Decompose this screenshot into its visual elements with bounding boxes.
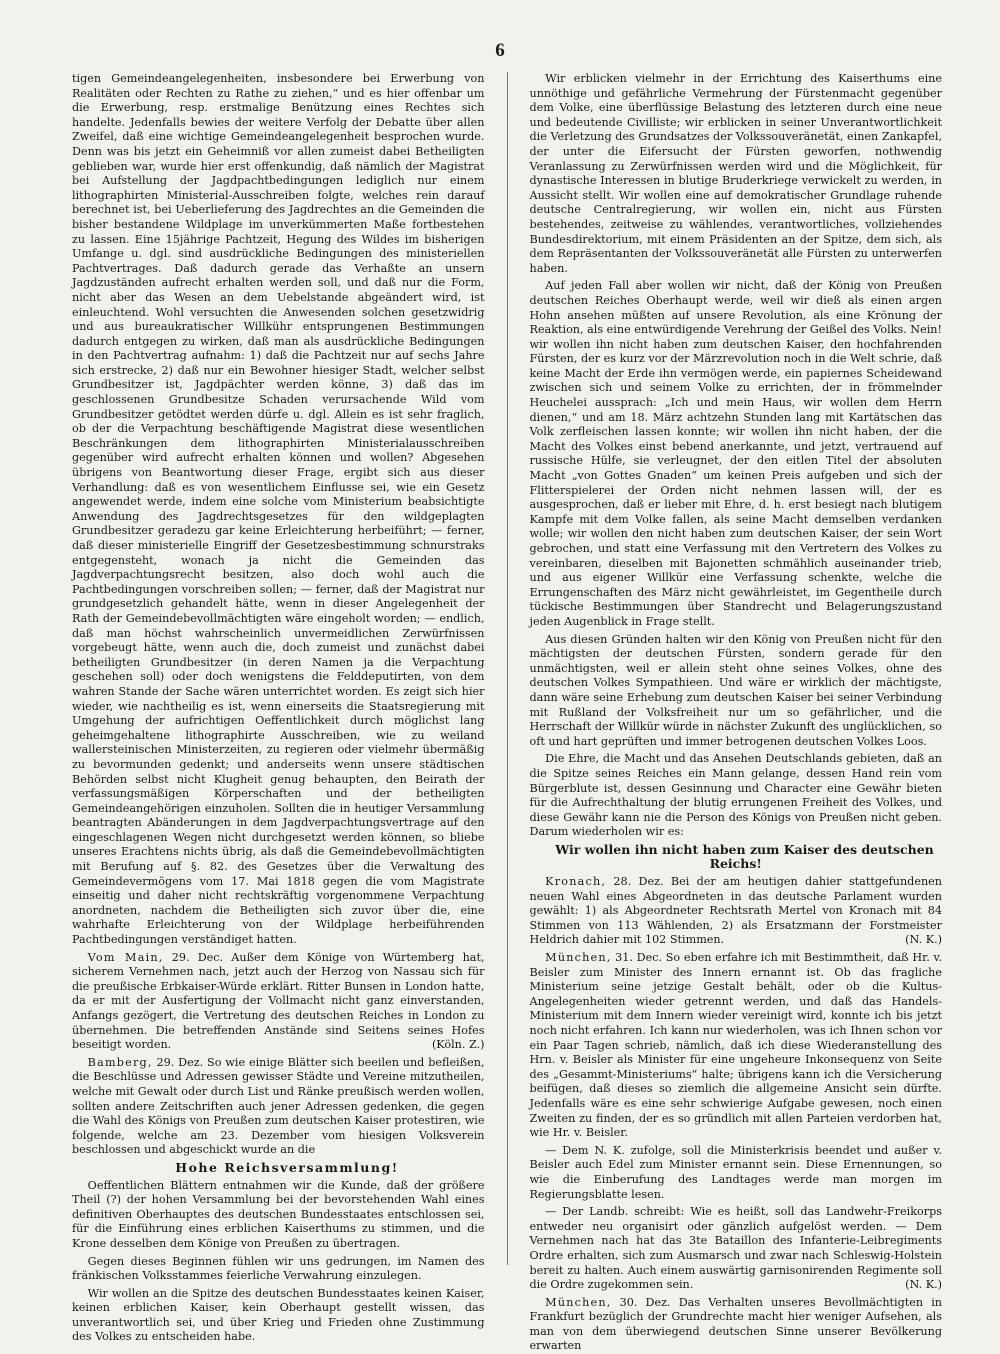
paragraph-text: 29. Dec. Außer dem Könige von Würtemberg hat, sicherem Vernehmen nach, jetzt auch der Herzog von Nassau sich für die preußische Erbkaiser-Würde erklärt. Ritter Bunsen in London hatte, da er mit der Ausfertigung der Vollmacht nicht ganz einverstanden, Anfangs gezögert, die Vertretung des deutschen Reiches in London zu übernehmen. Die betreffenden Anstände sind Seitens seines Hofes beseitigt worden. bbox=[72, 950, 485, 1052]
left-column bbox=[72, 72, 485, 1344]
dateline-paragraph bbox=[530, 951, 943, 1141]
paragraph: Wir erblicken vielmehr in der Errichtung des Kaiserthums eine unnöthige und gefährliche Vermehrung der Fürstenmacht gegenüber dem Volke, eine überflüssige Belastung des letzteren durch eine neue und bedeutende Civilliste; wir erblicken in seiner Unverantwortlichkeit die Verletzung des Grundsatzes der Volkssouveränetät, einen Zankapfel, der unter die Eifersucht der Fürsten geworfen, nothwendig Veranlassung zu Zerwürfnissen werden wird und die Möglichkeit, für dynastische Interessen in blutige Bruderkriege verwickelt zu werden, in Aussicht stellt. Wir wollen eine auf demokratischer Grundlage ruhende deutsche Centralregierung, wir wollen ein, nicht aus Fürsten bestehendes, zeitweise zu wählendes, verantwortliches, vollziehendes Bundesdirektorium, mit einem Präsidenten an der Spitze, dem sich, als dem Repräsentanten der Volkssouveränetät alle Fürsten zu unterwerfen haben. bbox=[529, 72, 942, 275]
dateline-paragraph bbox=[530, 875, 943, 948]
source-signature: (N. K.) bbox=[905, 1278, 942, 1292]
paragraph-text: tigen Gemeindeangelegenheiten, insbesondere bei Erwerbung von Realitäten oder Rechten zu Rathe zu ziehen,“ und es hier offenbar um die Erwerbung, resp. erstmalige Benützung eines Rechtes sich handelte. Jedenfalls bewies der weitere Verfolg der Debatte über allen Zweifel, daß eine wichtige Gemeindeangelegenheit besprochen wurde. Denn was bis jetzt ein Geheimniß vor allen zumeist dabei Betheiligten geblieben war, wurde hier erst offenkundig, daß nämlich der Magistrat bei Aufstellung der Jagdpachtbedingungen lediglich nur einem lithographirten Ministerial-Ausschreiben folgte, welches rein darauf berechnet ist, bei Ueberlieferung des Jagdrechtes an die Gemeinden die bisher bestandene Wildplage im unverkümmerten Maße fortbestehen zu lassen. Eine 15jährige Pachtzeit, Hegung des Wildes im bisherigen Umfange u. dgl. sind ausdrückliche Bedingungen des ministeriellen Pachtvertrages. Daß dadurch gerade das Verhaßte an unsern Jagdzuständen aufrecht erhalten werden soll, und daß nur die Form, nicht aber das Wesen an dem Uebelstande abgeändert wird, ist einleuchtend. Wohl versuchten die Anwesenden solchen gesetzwidrig und aus bureaukratischer Willkühr entsprungenen Bestimmungen dadurch entgegen zu wirken, daß man als ausdrückliche Bedingungen in den Pachtvertrag aufnahm: 1) daß die Pachtzeit nur auf sechs Jahre sich erstrecke, 2) daß nur ein Bewohner hiesiger Stadt, welcher selbst Grundbesitzer ist, Jagdpächter werden könne, 3) daß das im geschlossenen Grundbesitze Schaden verursachende Wild vom Grundbesitzer getödtet werden dürfe u. dgl. Allein es ist sehr fraglich, ob der die Verpachtung beschäftigende Magistrat diese wesentlichen Beschränkungen dem lithographirten Ministerialausschreiben gegenüber wird aufrecht erhalten können und wollen? Abgesehen übrigens von Beantwortung dieser Frage, ergibt sich aus dieser Verhandlung: daß es von wesentlichem Einflusse sei, wie ein Gesetz angewendet werde, indem eine solche vom Ministerium beabsichtigte Anwendung des Jagdrechtsgesetzes für den wildgeplagten Grundbesitzer geradezu gar keine Erleichterung herbeiführt; — ferner, daß dieser ministerielle Eingriff der Gesetzesbestimmung schnurstraks entgegensteht, wonach ja nicht die Gemeinden das Jagdverpachtungsrecht besitzen, also doch wohl auch die Pachtbedingungen vorschreiben sollen; — ferner, daß der Magistrat nur grundgesetzlich gehandelt hätte, wenn in dieser Angelegenheit der Rath der Gemeindebevollmächtigten wäre eingeholt worden; — endlich, daß man höchst wahrscheinlich unvermeidlichen Zerwürfnissen vorgebeugt hätte, wenn auch die, doch zumeist und zunächst dabei betheiligten Grundbesitzer (in deren Namen ja die Verpachtung geschehen soll) oder doch wenigstens die Felddeputirten, von dem wahren Stande der Sache wären unterrichtet worden. Es zeigt sich hier wieder, wie nachtheilig es ist, wenn einerseits die Staatsregierung mit Umgehung der aufrichtigen Oeffentlichkeit durch möglichst lang geheimgehaltene lithographirte Ausschreiben, wie zu weiland wallersteinischen Ministerzeiten, zu regieren oder vielmehr übermäßig zu bevormunden gedenkt; und anderseits wenn unsere städtischen Behörden selbst nicht Klugheit genug behaupten, den Beirath der verfassungsmäßigen Körperschaften und der betheiligten Gemeindeangehörigen einzuholen. Sollten die in heutiger Versammlung beantragten Abänderungen in dem Jagdverpachtungsvertrage auf den eingeschlagenen Wegen nicht durchgesetzt werden können, so bliebe unseres Erachtens nichts übrig, als daß die Gemeindebevollmächtigten mit Berufung auf §. 82. des Gesetzes über die Verwaltung des Gemeindevermögens vom 17. Mai 1818 gegen die vom Magistrate einseitig und daher nicht rechtskräftig vorgenommene Verpachtung anordneten, nachdem die Betheiligten sich zuvor über die, eine wahrhafte Erleichterung von der Wildplage herbeiführenden Pachtbedingungen verständiget hatten. bbox=[72, 72, 485, 947]
paragraph-text: 30. Dez. Das Verhalten unseres Bevollmächtigten in Frankfurt bezüglich der Grundrechte macht hier weniger Aufsehen, als man von dem überwiegend deutschen Sinne unserer Bevölkerung erwarten bbox=[529, 1295, 942, 1353]
dateline-paragraph bbox=[72, 951, 485, 1053]
dateline-paragraph bbox=[72, 1056, 485, 1158]
column-divider bbox=[507, 72, 508, 1265]
paragraph: Wir wollen an die Spitze des deutschen Bundesstaates keinen Kaiser, keinen erblichen Kaiser, kein Oberhaupt gestellt wissen, das unverantwortlich sei, und über Krieg und Frieden ohne Zustimmung des Volkes zu entscheiden habe. bbox=[72, 1286, 485, 1344]
paragraph: Gegen dieses Beginnen fühlen wir uns gedrungen, im Namen des fränkischen Volksstammes feierliche Verwahrung einzulegen. bbox=[72, 1254, 485, 1283]
paragraph-text: 28. Dez. Bei der am heutigen dahier stattgefundenen neuen Wahl eines Abgeordneten in das deutsche Parlament wurden gewählt: 1) als Abgeordneter Rechtsrath Mertel von Kronach mit 84 Stimmen von 113 Wählenden, 2) als Ersatzmann der Forstmeister Heldrich dahier mit 102 Stimmen. bbox=[529, 875, 942, 947]
dateline: München, bbox=[545, 1295, 612, 1309]
paragraph: — Dem N. K. zufolge, soll die Ministerkrisis beendet und außer v. Beisler auch Edel zum Minister ernannt sein. Diese Ernennungen, so wie die Einberufung des Landtages werde man morgen im Regierungsblatte lesen. bbox=[529, 1143, 942, 1201]
paragraph: Aus diesen Gründen halten wir den König von Preußen nicht für den mächtigsten der deutschen Fürsten, sondern gerade für den unmächtigsten, weil er allein steht ohne seines Volkes, ohne des deutschen Volkes Sympathieen. Und wäre er wirklich der mächtigste, dann wäre seine Erhebung zum deutschen Kaiser bei seiner Verbindung mit Rußland der Volksfreiheit nur um so gefährlicher, und die Herrschaft der Willkür würde in nächster Zukunft des unglücklichen, so oft und hart geprüften und immer betrogenen deutschen Volkes Loos. bbox=[529, 632, 942, 748]
dateline: München, bbox=[545, 951, 612, 965]
slogan-heading: Wir wollen ihn nicht haben zum Kaiser des deutschen Reichs! bbox=[555, 841, 934, 872]
paragraph: Die Ehre, die Macht und das Ansehen Deutschlands gebieten, daß an die Spitze seines Reiches ein Mann gelange, dessen Hand rein vom Bürgerblute ist, dessen Gesinnung und Character eine Gewähr bieten für die Aufrechthaltung der blutig errungenen Freiheit des Volkes, und diese Gewähr kann nie die Person des Königs von Preußen nicht geben. Darum wiederholen wir es: bbox=[529, 752, 942, 839]
page-number: 6 bbox=[495, 40, 505, 61]
dateline: Bamberg, bbox=[87, 1055, 153, 1069]
dateline: Vom Main, bbox=[87, 950, 164, 964]
dateline: Kronach, bbox=[545, 875, 607, 889]
paragraph-text: 31. Dec. So eben erfahre ich mit Bestimmtheit, daß Hr. v. Beisler zum Minister des Innern ernannt ist. Ob das fragliche Ministerium seine jetzige Gestalt behält, oder ob die Kultus-Angelegenheiten wieder getrennt werden, und daß das Handels-Ministerium mit dem Innern wieder vereinigt wird, konnte ich bis jetzt noch nicht erfahren. Ich kann nur wiederholen, was ich Ihnen schon vor ein Paar Tagen schrieb, nämlich, daß ich diese Wiederanstellung des Hrn. v. Beisler als Minister für eine ungeheure Inkonsequenz von Seite des „Gesammt-Ministeriums“ halte; übrigens kann ich die Versicherung beifügen, daß dieses so ziemlich die allgemeine Ansicht sein dürfte. Jedenfalls wäre es eine sehr schwierige Aufgabe gewesen, noch einen Zweiten zu finden, der es so gründlich mit allen Parteien verdorben hat, wie Hr. v. Beisler. bbox=[529, 951, 942, 1140]
dateline-paragraph bbox=[530, 1296, 943, 1354]
paragraph bbox=[72, 72, 485, 948]
paragraph-text: 29. Dez. So wie einige Blätter sich beeilen und befleißen, die Beschlüsse und Adressen gewisser Städte und Vereine mitzutheilen, welche mit Gewalt oder durch List und Ränke preußisch werden wollen, sollten andere Zeitschriften auch jener Adressen gedenken, die gegen die Wahl des Königs von Preußen zum deutschen Kaiser protestiren, wie folgende, welche am 23. Dezember vom hiesigen Volksverein beschlossen und abgeschickt wurde an die bbox=[72, 1055, 485, 1157]
source-signature: (N. K.) bbox=[905, 933, 942, 947]
paragraph-text: — Der Landb. schreibt: Wie es heißt, soll das Landwehr-Freikorps entweder neu organisirt oder gänzlich aufgelöst werden. — Dem Vernehmen nach hat das 3te Bataillon des Infanterie-Leibregiments Ordre erhalten, sich zum Ausmarsch und zwar nach Schleswig-Holstein bereit zu halten. Auch einem auswärtig garnisonirenden Regimente soll die Ordre zugekommen sein. bbox=[529, 1205, 942, 1292]
address-heading: Hohe Reichsversammlung! bbox=[175, 1159, 399, 1175]
right-column bbox=[529, 72, 943, 1353]
paragraph bbox=[530, 1205, 943, 1293]
source-signature: (Köln. Z.) bbox=[431, 1038, 485, 1052]
article-columns bbox=[72, 72, 943, 1353]
paragraph: Oeffentlichen Blättern entnahmen wir die Kunde, daß der größere Theil (?) der hohen Versammlung bei der bevorstehenden Wahl eines definitiven Oberhauptes des deutschen Bundesstaates entschlossen sei, für die Einführung eines erblichen Kaiserthums zu stimmen, und die Krone desselben dem Könige von Preußen zu übertragen. bbox=[72, 1178, 485, 1250]
paragraph: Auf jeden Fall aber wollen wir nicht, daß der König von Preußen deutschen Reiches Oberhaupt werde, weil wir dieß als einen argen Hohn ansehen müßten auf unsere Revolution, als eine Krönung der Reaktion, als eine entwürdigende Verehrung der Geißel des Volks. Nein! wir wollen ihn nicht haben zum deutschen Kaiser, den hochfahrenden Fürsten, der es kurz vor der Märzrevolution noch in die Welt schrie, daß keine Macht der Erde ihn vermögen werde, ein papiernes Scheidewand zwischen sich und seinem Volke zu errichten, der in frömmelnder Heuchelei aussprach: „Ich und mein Haus, wir wollen dem Herrn dienen,“ und am 18. März achtzehn Stunden lang mit Kartätschen das Volk zerfleischen lassen konnte; wir wollen ihn nicht haben, der die Macht des Volkes einst bebend anerkannte, und jetzt, vertrauend auf russische Hülfe, sie verleugnet, der den eitlen Titel der absoluten Macht „von Gottes Gnaden“ um keinen Preis aufgeben und sich der Flitterspielerei der Orden nicht nehmen lassen will, der es ausgesprochen, daß er lieber mit Ehre, d. h. erst besiegt nach blutigem Kampfe mit dem Volke fallen, als seine Macht demselben verdanken wolle; wir wollen den nicht haben zum deutschen Kaiser, der sein Wort gebrochen, und statt eine Verfassung mit den Vertretern des Volkes zu vereinbaren, dieselben mit Bajonetten schmählich auseinander trieb, und aus eigener Willkür eine Verfassung schenkte, welche die Errungenschaften des März nicht gewährleistet, im Gegentheile durch tückische Bestimmungen über Standrecht und Belagerungszustand jeden Augenblick in Frage stellt. bbox=[529, 279, 943, 628]
